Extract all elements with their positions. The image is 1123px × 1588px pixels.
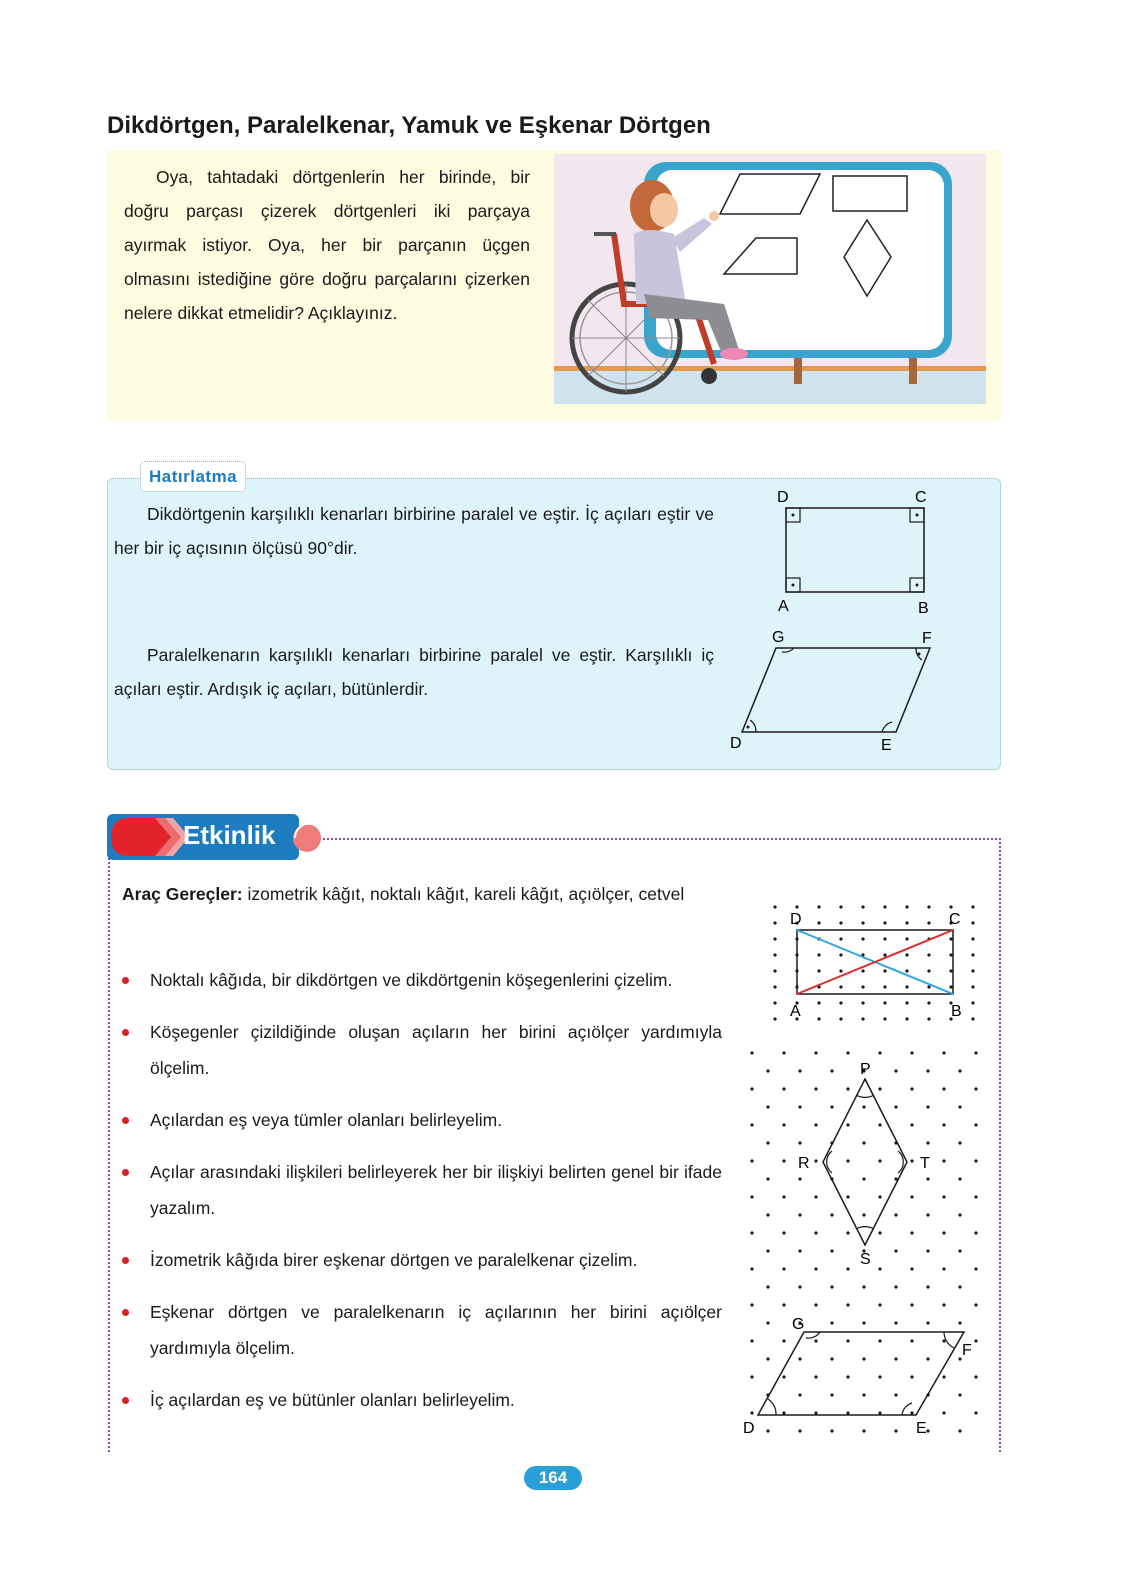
girl-at-whiteboard-illustration	[554, 154, 986, 404]
reminder-figures	[720, 482, 1000, 762]
dot-grid-isometric-2	[750, 1303, 990, 1432]
bullet-icon	[122, 1309, 129, 1316]
tools-paragraph	[122, 876, 722, 912]
bullet-icon	[122, 1029, 129, 1036]
list-item: İzometrik kâğıda birer eşkenar dörtgen ve paralelkenar çizelim.	[122, 1242, 722, 1278]
page-title: Dikdörtgen, Paralelkenar, Yamuk ve Eşkenar Dörtgen	[107, 112, 711, 139]
bullet-icon	[122, 1397, 129, 1404]
dot-rect-label-c: C	[949, 911, 961, 928]
tools-label: Araç Gereçler:	[122, 884, 243, 904]
rectangle-abcd	[786, 508, 924, 592]
activity-steps	[122, 962, 722, 1434]
dot-parallelogram-defg	[758, 1332, 964, 1415]
para-label-d: D	[730, 735, 742, 752]
list-item: Açılardan eş veya tümler olanları belirleyelim.	[122, 1102, 722, 1138]
rect-label-b: B	[918, 600, 929, 617]
para-label-f: F	[922, 630, 932, 647]
dot-rect-label-a: A	[790, 1003, 801, 1020]
rect-label-c: C	[915, 489, 927, 506]
activity-title: Etkinlik	[183, 820, 276, 850]
list-item: Eşkenar dörtgen ve paralelkenarın iç açılarının her birini açıölçer yardımıyla ölçelim.	[122, 1294, 722, 1366]
rhombus-label-p: P	[860, 1061, 871, 1078]
dot-para-label-f: F	[962, 1342, 972, 1359]
rhombus-label-s: S	[860, 1251, 871, 1268]
dot-para-label-g: G	[792, 1316, 805, 1333]
dot-rect-label-d: D	[790, 911, 802, 928]
bullet-icon	[122, 977, 129, 984]
list-item: Açılar arasındaki ilişkileri belirleyerek her bir ilişkiyi belirten genel bir ifade yazalım.	[122, 1154, 722, 1226]
bullet-icon	[122, 1117, 129, 1124]
rectangle-reminder-text: Dikdörtgenin karşılıklı kenarları birbirine paralel ve eştir. İç açıları eştir ve her bir iç açısının ölçüsü 90°dir.	[114, 504, 714, 558]
dot-para-label-e: E	[916, 1420, 927, 1437]
parallelogram-reminder-text: Paralelkenarın karşılıklı kenarları birbirine paralel ve eştir. Karşılıklı iç açıları eştir. Ardışık iç açıları, bütünlerdir.	[114, 645, 714, 699]
rhombus-label-t: T	[920, 1155, 930, 1172]
list-item: Köşegenler çizildiğinde oluşan açıların her birini açıölçer yardımıyla ölçelim.	[122, 1014, 722, 1086]
rect-label-a: A	[778, 598, 789, 615]
rhombus-prst	[823, 1079, 907, 1245]
para-label-g: G	[772, 629, 785, 646]
page-number: 164	[524, 1466, 582, 1490]
bullet-icon	[122, 1169, 129, 1176]
rhombus-label-r: R	[798, 1155, 810, 1172]
dot-para-label-d: D	[743, 1420, 755, 1437]
bullet-icon	[122, 1257, 129, 1264]
reminder-tab: Hatırlatma	[140, 461, 246, 492]
list-item: Noktalı kâğıda, bir dikdörtgen ve dikdörtgenin köşegenlerini çizelim.	[122, 962, 722, 998]
dot-paper-figures	[740, 895, 990, 1450]
list-item: İç açılardan eş ve bütünler olanları belirleyelim.	[122, 1382, 722, 1418]
rect-label-d: D	[777, 489, 789, 506]
parallelogram-defg	[742, 648, 930, 732]
para-label-e: E	[881, 737, 892, 754]
dot-rect-label-b: B	[951, 1003, 962, 1020]
intro-paragraph: Oya, tahtadaki dörtgenlerin her birinde, bir doğru parçası çizerek dörtgenleri iki parçaya ayırmak istiyor. Oya, her bir parçanın üçgen olmasını istediğine göre doğru parçalarını çizerken nelere dikkat etmelidir? Açıklayınız.	[124, 167, 530, 323]
tools-text: izometrik kâğıt, noktalı kâğıt, kareli kâğıt, açıölçer, cetvel	[242, 884, 685, 904]
